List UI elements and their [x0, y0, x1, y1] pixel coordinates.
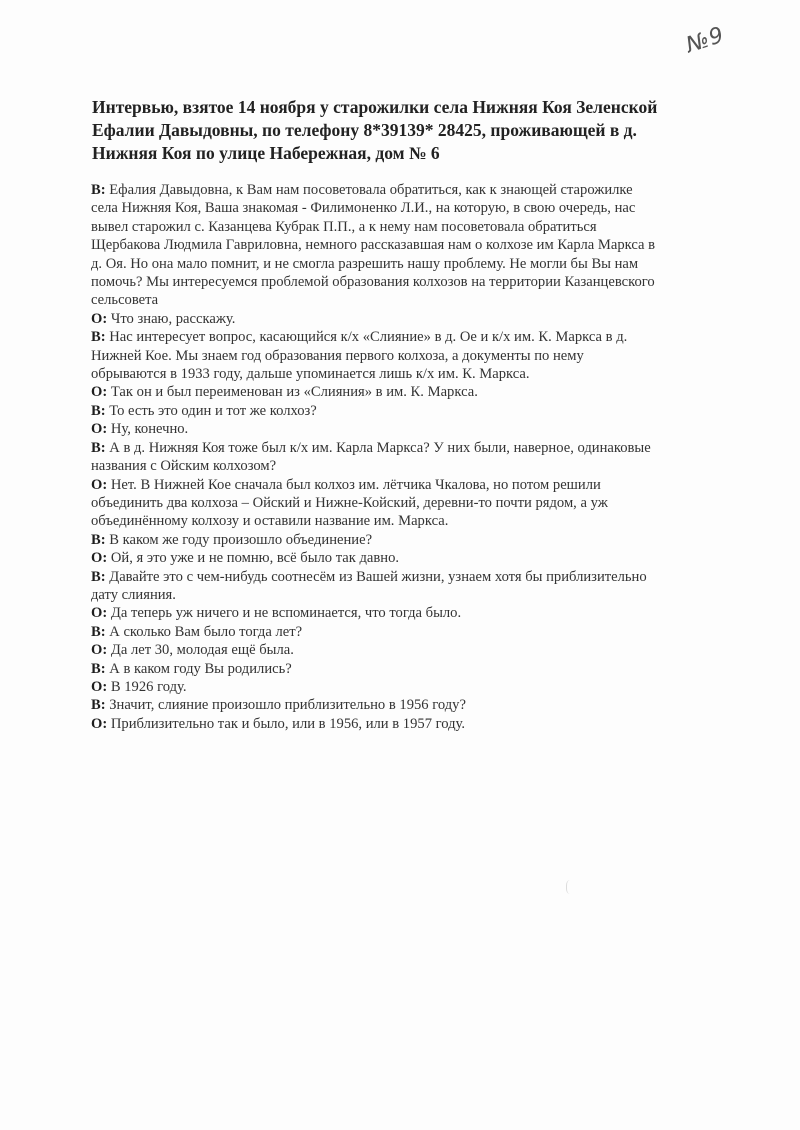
transcript-entry	[91, 568, 731, 605]
transcript-entry	[91, 476, 731, 531]
transcript-entry	[91, 696, 731, 714]
transcript-entry	[91, 402, 731, 420]
transcript-line	[91, 291, 731, 309]
transcript-line	[91, 660, 731, 678]
speaker-label: О:	[91, 310, 108, 327]
transcript-line	[91, 402, 731, 420]
line-text: В 1926 году.	[110, 678, 187, 695]
line-text: Ну, конечно.	[110, 421, 189, 438]
handwritten-page-number: №9	[683, 22, 728, 59]
speaker-label: О:	[91, 384, 108, 401]
speaker-label: В:	[91, 182, 106, 198]
transcript-line	[91, 623, 731, 641]
speaker-label: О:	[91, 421, 108, 438]
transcript-line	[91, 715, 731, 733]
line-text: села Нижняя Коя, Ваша знакомая - Филимоненко Л.И., на которую, в свою очередь, нас	[91, 200, 636, 217]
line-text: Ой, я это уже и не помню, всё было так давно.	[110, 550, 400, 567]
transcript-entry	[91, 623, 731, 641]
transcript-line	[91, 273, 731, 291]
transcript-line	[91, 512, 731, 530]
transcript-entry	[91, 678, 731, 696]
speaker-label: В:	[91, 329, 106, 346]
transcript-line	[91, 181, 731, 199]
document-title	[92, 96, 732, 165]
transcript-line	[91, 218, 731, 236]
transcript-entry	[91, 439, 731, 476]
transcript-line	[91, 420, 731, 438]
transcript-line	[91, 383, 731, 401]
speaker-label: В:	[91, 568, 106, 585]
speaker-label: В:	[91, 439, 106, 456]
line-text: Давайте это с чем-нибудь соотнесём из Вашей жизни, узнаем хотя бы приблизительно	[109, 568, 647, 585]
line-text: дату слияния.	[91, 586, 176, 603]
line-text: А в каком году Вы родились?	[109, 660, 292, 677]
transcript-line	[91, 641, 731, 659]
line-text: Нас интересует вопрос, касающийся к/х «Слияние» в д. Ое и к/х им. К. Маркса в д.	[109, 329, 628, 346]
line-text: Нижней Кое. Мы знаем год образования первого колхоза, а документы по нему	[91, 347, 584, 364]
transcript-entry	[91, 181, 731, 310]
line-text: Значит, слияние произошло приблизительно в 1956 году?	[109, 697, 466, 714]
transcript-entry	[91, 604, 731, 622]
transcript-entry	[91, 660, 731, 678]
transcript-line	[91, 347, 731, 365]
speaker-label: О:	[91, 715, 108, 732]
speaker-label: О:	[91, 642, 108, 659]
line-text: обрываются в 1933 году, дальше упоминается лишь к/х им. К. Маркса.	[91, 366, 530, 383]
transcript-entry	[91, 641, 731, 659]
speaker-label: В:	[91, 660, 106, 677]
transcript-line	[91, 696, 731, 714]
transcript-line	[91, 255, 731, 273]
transcript-line	[91, 678, 731, 696]
line-text: То есть это один и тот же колхоз?	[109, 402, 317, 419]
transcript-line	[91, 328, 731, 346]
line-text: помочь? Мы интересуемся проблемой образования колхозов на территории Казанцевского	[91, 274, 655, 291]
line-text: объединить два колхоза – Ойский и Нижне-Койский, деревни-то почти рядом, а уж	[91, 494, 608, 511]
speaker-label: В:	[91, 697, 106, 714]
line-text: Щербакова Людмила Гавриловна, немного рассказавшая нам о колхозе им Карла Маркса в	[91, 237, 656, 254]
line-text: Так он и был переименован из «Слияния» в им. К. Маркса.	[110, 384, 478, 401]
title-line: Ефалии Давыдовны, по телефону 8*39139* 28425, проживающей в д.	[92, 120, 637, 140]
transcript-line	[91, 586, 731, 604]
speaker-label: О:	[91, 678, 108, 695]
transcript-line	[91, 494, 731, 512]
speaker-label: О:	[91, 476, 108, 493]
transcript-entry	[91, 383, 731, 401]
transcript-entry	[91, 715, 731, 733]
line-text: вывел старожил с. Казанцева Кубрак П.П., а к нему нам посоветовала обратиться	[91, 218, 597, 235]
transcript-line	[91, 310, 731, 328]
line-text: Ефалия Давыдовна, к Вам нам посоветовала обратиться, как к знающей старожилке	[109, 182, 633, 198]
transcript-line	[91, 439, 731, 457]
line-text: А сколько Вам было тогда лет?	[109, 623, 303, 640]
transcript-line	[91, 457, 731, 475]
transcript-entry	[91, 549, 731, 567]
line-text: В каком же году произошло объединение?	[109, 531, 373, 548]
transcript-line	[91, 568, 731, 586]
transcript-entry	[91, 420, 731, 438]
title-line: Нижняя Коя по улице Набережная, дом № 6	[92, 143, 440, 163]
line-text: Что знаю, расскажу.	[110, 310, 236, 327]
speaker-label: О:	[91, 605, 108, 622]
transcript-entry	[91, 328, 731, 383]
transcript-line	[91, 236, 731, 254]
transcript-line	[91, 365, 731, 383]
transcript-entry	[91, 310, 731, 328]
transcript-line	[91, 199, 731, 217]
line-text: А в д. Нижняя Коя тоже был к/х им. Карла Маркса? У них были, наверное, одинаковые	[109, 439, 651, 456]
transcript-entry	[91, 531, 731, 549]
line-text: объединённому колхозу и оставили название им. Маркса.	[91, 513, 449, 530]
line-text: сельсовета	[91, 292, 159, 309]
transcript-line	[91, 604, 731, 622]
transcript-line	[91, 531, 731, 549]
transcript-line	[91, 476, 731, 494]
line-text: Нет. В Нижней Кое сначала был колхоз им. лётчика Чкалова, но потом решили	[110, 476, 601, 493]
line-text: Приблизительно так и было, или в 1956, или в 1957 году.	[110, 715, 466, 732]
speaker-label: В:	[91, 623, 106, 640]
speaker-label: В:	[91, 531, 106, 548]
interview-transcript	[91, 181, 731, 733]
speaker-label: В:	[91, 402, 106, 419]
speaker-label: О:	[91, 550, 108, 567]
transcript-line	[91, 549, 731, 567]
scan-smudge	[566, 880, 575, 894]
title-line: Интервью, взятое 14 ноября у старожилки села Нижняя Коя Зеленской	[92, 97, 658, 117]
line-text: названия с Ойским колхозом?	[91, 458, 277, 475]
line-text: Да теперь уж ничего и не вспоминается, что тогда было.	[110, 605, 462, 622]
line-text: д. Оя. Но она мало помнит, и не смогла разрешить нашу проблему. Не могли бы Вы нам	[91, 255, 639, 272]
line-text: Да лет 30, молодая ещё была.	[110, 642, 294, 659]
